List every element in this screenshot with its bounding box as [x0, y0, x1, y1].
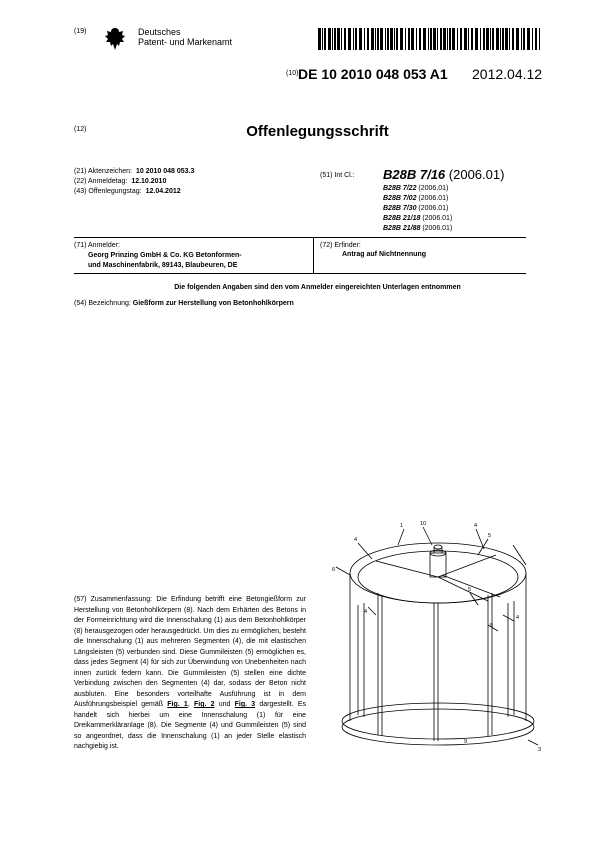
barcode-bar [471, 28, 473, 50]
figure-link-3[interactable]: Fig. 3 [234, 701, 256, 708]
barcode-bar [364, 28, 365, 50]
barcode-bar [521, 28, 522, 50]
barcode-bar [468, 28, 469, 50]
drawing-label-6: 6 [332, 567, 336, 573]
ipc-sub-class: B28B 7/22 [383, 185, 417, 192]
publication-day: 12.04.2012 [145, 188, 181, 195]
barcode-bar [539, 28, 540, 50]
barcode-bar [492, 28, 494, 50]
drawing-label-4: 4 [364, 609, 368, 615]
barcode-bar [496, 28, 499, 50]
document-type: Offenlegungsschrift [246, 123, 389, 140]
barcode-bar [375, 28, 376, 50]
patent-drawing [328, 515, 548, 765]
barcode-bar [437, 28, 438, 50]
barcode-bar [377, 28, 379, 50]
figure-link-1[interactable]: Fig. 1 [167, 701, 188, 708]
barcode-bar [390, 28, 393, 50]
barcode-bar [490, 28, 491, 50]
barcode-bar [385, 28, 386, 50]
application-number-label: (21) Aktenzeichen: [74, 168, 132, 175]
barcode-bar [475, 28, 478, 50]
barcode-bar [371, 28, 374, 50]
application-number-row [74, 167, 194, 176]
patent-office-name [138, 27, 232, 47]
barcode-bar [353, 28, 354, 50]
ipc-sub-version: (2006.01) [418, 195, 449, 202]
divider-line [74, 237, 526, 238]
ipc-sub-classification [383, 184, 448, 193]
barcode-bar [516, 28, 519, 50]
inventor: Antrag auf Nichtnennung [342, 251, 426, 258]
barcode-bar [428, 28, 429, 50]
barcode-bar [344, 28, 346, 50]
barcode-bar [387, 28, 389, 50]
barcode-bar [334, 28, 336, 50]
ipc-main-class: B28B 7/16 [383, 167, 446, 182]
barcode-bar [430, 28, 432, 50]
barcode-bar [500, 28, 501, 50]
drawing-label-4: 4 [354, 537, 358, 543]
barcode-bar [405, 28, 406, 50]
ipc-sub-class: B28B 21/88 [383, 225, 421, 232]
barcode-bar [480, 28, 481, 50]
inid-code-10: (10) [286, 70, 299, 77]
barcode-bar [380, 28, 383, 50]
abstract-separator: und [214, 701, 235, 708]
barcode-bar [318, 28, 321, 50]
barcode-bar [332, 28, 333, 50]
ipc-sub-class: B28B 21/18 [383, 215, 421, 222]
barcode-bar [355, 28, 357, 50]
publication-day-label: (43) Offenlegungstag: [74, 188, 142, 195]
ipc-sub-version: (2006.01) [422, 225, 453, 232]
applicant-line-2: und Maschinenfabrik, 89143, Blaubeuren, DE [88, 262, 238, 269]
divider-line [74, 273, 526, 274]
barcode-bar [408, 28, 410, 50]
federal-eagle-logo [103, 26, 127, 52]
barcode-bar [419, 28, 421, 50]
ipc-sub-classification [383, 194, 448, 203]
ipc-sub-class: B28B 7/30 [383, 205, 417, 212]
barcode-bar [452, 28, 455, 50]
application-number: 10 2010 048 053.3 [135, 168, 195, 175]
filing-date-row [74, 177, 166, 186]
ipc-main-classification [383, 167, 504, 182]
barcode-bar [443, 28, 446, 50]
inid-code-19: (19) [74, 28, 87, 35]
inid-code-12: (12) [74, 126, 87, 133]
barcode-bar [433, 28, 436, 50]
ipc-sub-classification [383, 224, 452, 233]
barcode-bar [328, 28, 331, 50]
barcode-bar [396, 28, 398, 50]
publication-number: DE 10 2010 048 053 A1 [298, 66, 448, 82]
barcode [318, 28, 540, 50]
filing-date-label: (22) Anmeldetag: [74, 178, 128, 185]
barcode-bar [512, 28, 514, 50]
barcode-bar [457, 28, 458, 50]
drawing-label-5: 5 [468, 587, 472, 593]
barcode-bar [400, 28, 403, 50]
drawing-label-4: 4 [474, 523, 478, 529]
barcode-bar [449, 28, 451, 50]
drawing-label-4: 4 [516, 615, 520, 621]
office-line-1: Deutsches [138, 27, 181, 37]
barcode-bar [527, 28, 530, 50]
barcode-bar [464, 28, 467, 50]
barcode-bar [324, 28, 326, 50]
ipc-main-version: (2006.01) [448, 167, 505, 182]
abstract-text-end: dargestellt. Es handelt sich hierbei um eine Innenschalung (1) für eine Dreikammerkläranlage (8). Die Segmente (4) und Gummileisten (5) sind so angeordnet, dass die Innenschalung (1) an jeder Stelle elastisch nachgiebig ist. [74, 701, 306, 750]
barcode-bar [416, 28, 417, 50]
barcode-bar [337, 28, 340, 50]
publication-day-row [74, 187, 181, 196]
barcode-bar [341, 28, 342, 50]
invention-title-label: (54) Bezeichnung: [74, 300, 131, 307]
figure-link-2[interactable]: Fig. 2 [193, 701, 215, 708]
abstract [74, 595, 306, 753]
filing-date: 12.10.2010 [131, 178, 167, 185]
barcode-bar [322, 28, 323, 50]
applicant-line-1: Georg Prinzing GmbH & Co. KG Betonformen- [88, 252, 242, 259]
barcode-bar [440, 28, 442, 50]
barcode-bar [423, 28, 426, 50]
ipc-sub-class: B28B 7/02 [383, 195, 417, 202]
abstract-separator: , [187, 701, 194, 708]
ipc-sub-version: (2006.01) [418, 205, 449, 212]
office-line-2: Patent- und Markenamt [138, 37, 233, 47]
barcode-bar [411, 28, 414, 50]
barcode-bar [447, 28, 448, 50]
barcode-bar [486, 28, 489, 50]
drawing-label-9: 9 [464, 739, 468, 745]
barcode-bar [532, 28, 533, 50]
barcode-bar [535, 28, 537, 50]
ipc-sub-version: (2006.01) [418, 185, 449, 192]
applicant-label: (71) Anmelder: [74, 242, 120, 249]
drawing-label-5: 5 [488, 533, 492, 539]
barcode-bar [483, 28, 485, 50]
ipc-label: (51) Int Cl.: [320, 172, 355, 179]
barcode-bar [460, 28, 462, 50]
drawing-label-5: 5 [490, 623, 494, 629]
publication-date: 2012.04.12 [472, 66, 543, 82]
divider-vertical [313, 237, 314, 273]
barcode-bar [505, 28, 508, 50]
ipc-sub-version: (2006.01) [422, 215, 453, 222]
barcode-bar [367, 28, 369, 50]
barcode-bar [394, 28, 395, 50]
barcode-bar [523, 28, 525, 50]
drawing-label-1: 1 [400, 523, 404, 529]
ipc-sub-classification [383, 204, 448, 213]
drawing-label-10: 10 [420, 521, 427, 527]
barcode-bar [509, 28, 510, 50]
applicant-data-notice: Die folgenden Angaben sind den vom Anmelder eingereichten Unterlagen entnommen [174, 284, 461, 291]
drawing-label-3: 3 [538, 747, 542, 753]
applicant [88, 251, 303, 271]
inventor-label: (72) Erfinder: [320, 242, 361, 249]
invention-title: Gießform zur Herstellung von Betonhohlkörpern [132, 300, 294, 307]
abstract-label: (57) Zusammenfassung: [74, 596, 153, 603]
barcode-bar [348, 28, 351, 50]
barcode-bar [502, 28, 504, 50]
invention-title-row [74, 300, 294, 307]
barcode-bar [359, 28, 362, 50]
abstract-text: Die Erfindung betrifft eine Betongießform zur Herstellung von Betonhohlkörpern (8). Nach dem Erhärten des Betons in der Formeinrichtung wird die Innenschalung (1) aus dem Betonhohlkörper (8) herausgezogen oder herausgedrückt. Um dies zu ermöglichen, besteht die Innenschalung (1) aus mehreren Segmenten (4), die mit elastischen Längsleisten (5) verbunden sind. Diese Gummileisten (5) ermöglichen es, dass jedes Segment (4) für sich zur Überwindung von Unebenheiten nach innen zurück federn kann. Die Gummileisten (5) stellen eine dichte Verbindung zwischen den Segmenten (4) dar, sodass der Beton nicht ausbluten. Eine besonders vorteilhafte Ausführung ist in dem Ausführungsbeispiel gemäß [74, 596, 306, 708]
ipc-sub-classification [383, 214, 452, 223]
